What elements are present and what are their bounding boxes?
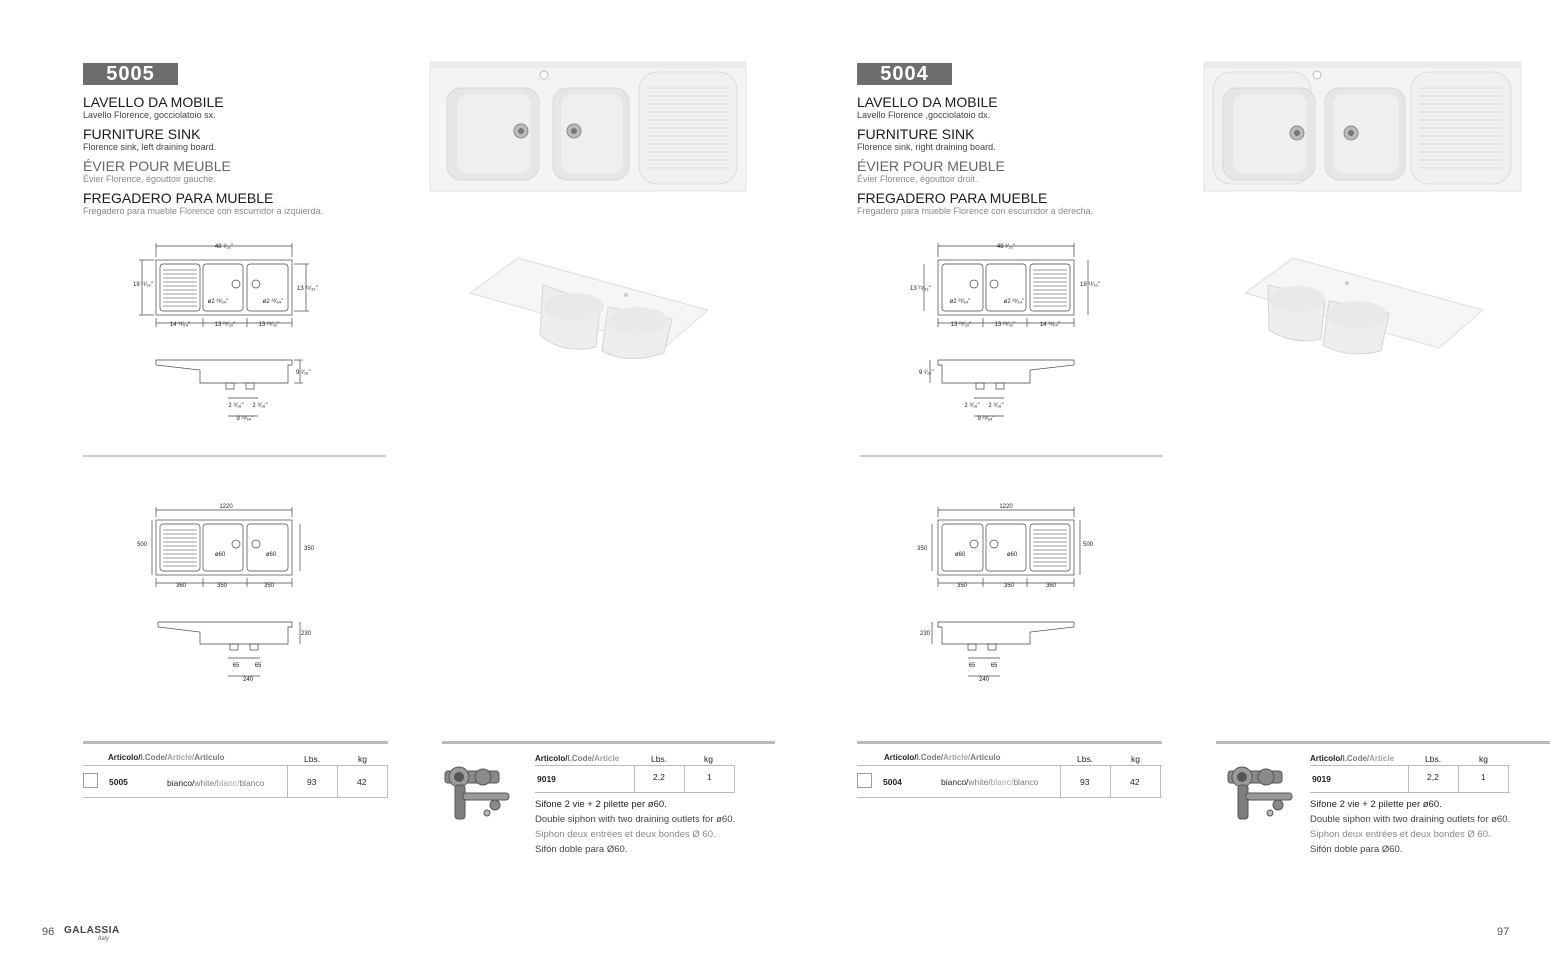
page-number-left: 96 [42, 926, 55, 938]
dim-seg-3: 14 ¹¹⁄₆₄" [1039, 322, 1061, 328]
header-code: I.Code/ [1342, 754, 1370, 763]
dim-depth: 19 ¹¹⁄₁₆" [1080, 282, 1100, 288]
dim-offset-2: 65 [990, 663, 998, 669]
dim-seg-1: 350 [956, 583, 968, 589]
drawing-imperial [128, 240, 328, 425]
siphon-image [1226, 765, 1298, 823]
desc-es: Fregadero para mueble Florence con escurridor a derecha. [857, 206, 1094, 216]
dim-offset-1: 2 ⁹⁄₁₆" [964, 403, 980, 409]
dim-depth: 500 [137, 542, 148, 548]
accessory-rule [535, 792, 735, 793]
dim-offset-1: 65 [232, 663, 240, 669]
dim-offset-1: 2 ⁹⁄₁₆" [228, 403, 244, 409]
accessory-desc [1310, 797, 1510, 857]
color-it: bianco/ [941, 777, 969, 787]
dim-offset-1: 65 [968, 663, 976, 669]
dim-seg-2: 13 ²⁵⁄₃₂" [214, 322, 236, 328]
article-kg: 42 [1130, 777, 1140, 787]
title-it: LAVELLO DA MOBILE [857, 94, 998, 110]
header-fr: Article/ [167, 753, 195, 762]
product-code-badge: 5004 [857, 63, 952, 85]
divider [860, 455, 1163, 457]
table-col-rule [1060, 766, 1061, 797]
accessory-rule [1310, 792, 1510, 793]
header-code: I.Code/ [916, 753, 944, 762]
dim-seg-3: 360 [1045, 583, 1057, 589]
dim-offset-2: 2 ⁹⁄₁₆" [252, 403, 268, 409]
dim-span: 9 ²³⁄₆₄" [977, 416, 995, 422]
accessory-header-kg: kg [704, 754, 713, 764]
color-es: blanco [239, 778, 265, 788]
header-code: I.Code/ [567, 754, 595, 763]
dim-seg-1: 360 [175, 583, 187, 589]
dim-bowl-height: 350 [917, 546, 928, 552]
accessory-rule [535, 765, 735, 766]
article-color [941, 777, 1038, 787]
dim-width: 1220 [999, 504, 1013, 510]
desc-en: Florence sink, left draining board. [83, 142, 217, 152]
header-lbs: Lbs. [304, 754, 321, 764]
header-code: I.Code/ [140, 753, 168, 762]
dim-drain-2: ø2 ²³⁄₆₄" [1003, 299, 1025, 305]
sink-perspective-photo [468, 255, 710, 367]
article-color [167, 778, 264, 788]
divider [83, 455, 386, 457]
table-top-rule [857, 741, 1162, 744]
title-it: LAVELLO DA MOBILE [83, 94, 224, 110]
table-col-rule [337, 766, 338, 797]
table-col-rule [287, 766, 288, 797]
table-col-rule [387, 766, 388, 797]
dim-drain-1: ø2 ²³⁄₆₄" [207, 299, 229, 305]
dim-width: 1220 [219, 504, 233, 510]
dim-depth: 500 [1083, 542, 1094, 548]
header-fr: Article/ [943, 753, 971, 762]
dim-seg-1: 14 ¹¹⁄₆₄" [169, 322, 191, 328]
table-col-rule [1110, 766, 1111, 797]
accessory-desc-en: Double siphon with two draining outlets for ø60. [1310, 814, 1511, 825]
accessory-col-rule [1508, 766, 1509, 792]
accessory-header [535, 754, 619, 763]
desc-en: Florence sink, right draining board. [857, 142, 996, 152]
dim-depth: 19 ¹¹⁄₁₆" [133, 282, 153, 288]
header-kg: kg [358, 754, 367, 764]
color-en: white/ [194, 778, 217, 788]
dim-drain-2: ø60 [1006, 552, 1018, 558]
dim-span: 240 [978, 677, 990, 683]
accessory-col-rule [734, 766, 735, 792]
desc-it: Lavello Florence ,gocciolatoio dx. [857, 110, 991, 120]
dim-seg-2: 350 [216, 583, 228, 589]
article-lbs: 93 [307, 777, 317, 787]
dim-seg-2: 13 ²⁵⁄₃₂" [994, 322, 1016, 328]
dim-seg-3: 13 ²⁵⁄₃₂" [258, 322, 280, 328]
accessory-rule [1310, 765, 1510, 766]
title-es: FREGADERO PARA MUEBLE [83, 190, 274, 206]
dim-height: 230 [920, 631, 931, 637]
header-it: Articolo/ [884, 753, 917, 762]
accessory-desc-en: Double siphon with two draining outlets for ø60. [535, 814, 736, 825]
accessory-desc [535, 797, 735, 857]
product-titles [857, 94, 1093, 217]
accessory-header-kg: kg [1479, 754, 1488, 764]
dim-height: 230 [301, 631, 312, 637]
accessory-header-lbs: Lbs. [651, 754, 668, 764]
page-number-right: 97 [1497, 926, 1510, 938]
table-rule [857, 765, 1162, 766]
dim-seg-1: 13 ²⁵⁄₃₂" [950, 322, 972, 328]
table-rule [83, 765, 388, 766]
desc-es: Fregadero para mueble Florence con escurridor a izquierda. [83, 206, 324, 216]
sink-top-photo [1203, 60, 1523, 193]
dim-span: 240 [242, 677, 254, 683]
accessory-header-lbs: Lbs. [1425, 754, 1442, 764]
article-lbs: 93 [1080, 777, 1090, 787]
dim-height: 9 ¹⁄₁₆" [296, 370, 311, 376]
accessory-col-rule [634, 766, 635, 792]
color-fr: blanc/ [990, 777, 1014, 787]
dim-offset-2: 2 ⁹⁄₁₆" [988, 403, 1004, 409]
table-header-article [884, 753, 1000, 762]
article-code: 5005 [109, 777, 128, 787]
accessory-lbs: 2,2 [1427, 772, 1439, 782]
table-rule [83, 797, 388, 798]
dim-offset-2: 65 [254, 663, 262, 669]
dim-seg-3: 350 [263, 583, 275, 589]
title-en: FURNITURE SINK [83, 126, 201, 142]
order-checkbox[interactable] [83, 773, 98, 788]
dim-drain-2: ø2 ²³⁄₆₄" [262, 299, 284, 305]
accessory-col-rule [684, 766, 685, 792]
accessory-desc-fr: Siphon deux entrées et deux bondes Ø 60. [535, 829, 716, 840]
header-it: Articolo/ [535, 754, 568, 763]
accessory-kg: 1 [707, 772, 712, 782]
sink-top-photo [429, 60, 747, 193]
table-col-rule [1160, 766, 1161, 797]
siphon-image [443, 765, 515, 823]
product-code-badge: 5005 [83, 63, 178, 85]
color-it: bianco/ [167, 778, 195, 788]
header-lbs: Lbs. [1077, 754, 1094, 764]
color-en: white/ [968, 777, 991, 787]
dim-bowl-height: 350 [304, 546, 315, 552]
drawing-metric [128, 500, 328, 685]
table-rule [857, 797, 1162, 798]
accessory-desc-it: Sifone 2 vie + 2 pilette per ø60. [1310, 799, 1442, 810]
table-top-rule [83, 741, 388, 744]
dim-drain-1: ø60 [954, 552, 966, 558]
title-fr: ÉVIER POUR MEUBLE [83, 158, 231, 174]
order-checkbox[interactable] [857, 773, 872, 788]
accessory-code: 9019 [537, 774, 556, 784]
accessory-top-rule [442, 741, 775, 744]
title-es: FREGADERO PARA MUEBLE [857, 190, 1048, 206]
article-kg: 42 [357, 777, 367, 787]
dim-width: 48 ¹⁄₃₂" [214, 244, 234, 250]
dim-height: 9 ¹⁄₁₆" [919, 370, 934, 376]
title-en: FURNITURE SINK [857, 126, 975, 142]
accessory-header [1310, 754, 1394, 763]
accessory-col-rule [1408, 766, 1409, 792]
drawing-metric [902, 500, 1102, 685]
desc-fr: Évier Florence, égouttoir gauche. [83, 174, 216, 184]
color-es: blanco [1013, 777, 1039, 787]
accessory-desc-es: Sifón doble para Ø60. [535, 844, 628, 855]
accessory-code: 9019 [1312, 774, 1331, 784]
header-fr: Article [594, 754, 620, 763]
accessory-desc-fr: Siphon deux entrées et deux bondes Ø 60. [1310, 829, 1491, 840]
dim-drain-1: ø60 [214, 552, 226, 558]
header-es: Artículo [194, 753, 225, 762]
dim-seg-2: 350 [1003, 583, 1015, 589]
dim-drain-1: ø2 ²³⁄₆₄" [949, 299, 971, 305]
accessory-lbs: 2,2 [653, 772, 665, 782]
dim-bowl-height: 13 ²⁵⁄₃₂" [297, 286, 318, 292]
header-kg: kg [1131, 754, 1140, 764]
desc-it: Lavello Florence, gocciolatoio sx. [83, 110, 216, 120]
sink-perspective-photo [1243, 255, 1485, 367]
accessory-kg: 1 [1481, 772, 1486, 782]
brand-sub: Italy [98, 936, 110, 942]
header-it: Articolo/ [108, 753, 141, 762]
article-code: 5004 [883, 777, 902, 787]
table-header-article [108, 753, 224, 762]
dim-bowl-height: 13 ²⁵⁄₃₂" [910, 286, 931, 292]
dim-span: 9 ²³⁄₆₄" [236, 416, 254, 422]
brand-logo: GALASSIA [64, 925, 120, 936]
drawing-imperial [902, 240, 1102, 425]
header-it: Articolo/ [1310, 754, 1343, 763]
dim-drain-2: ø60 [265, 552, 277, 558]
accessory-desc-es: Sifón doble para Ø60. [1310, 844, 1403, 855]
desc-fr: Évier Florence, égouttoir droit. [857, 174, 978, 184]
dim-width: 48 ¹⁄₃₂" [996, 244, 1016, 250]
color-fr: blanc/ [216, 778, 240, 788]
header-fr: Article [1369, 754, 1395, 763]
header-es: Artículo [970, 753, 1001, 762]
title-fr: ÉVIER POUR MEUBLE [857, 158, 1005, 174]
accessory-desc-it: Sifone 2 vie + 2 pilette per ø60. [535, 799, 667, 810]
accessory-col-rule [1458, 766, 1459, 792]
accessory-top-rule [1216, 741, 1550, 744]
product-titles [83, 94, 323, 217]
